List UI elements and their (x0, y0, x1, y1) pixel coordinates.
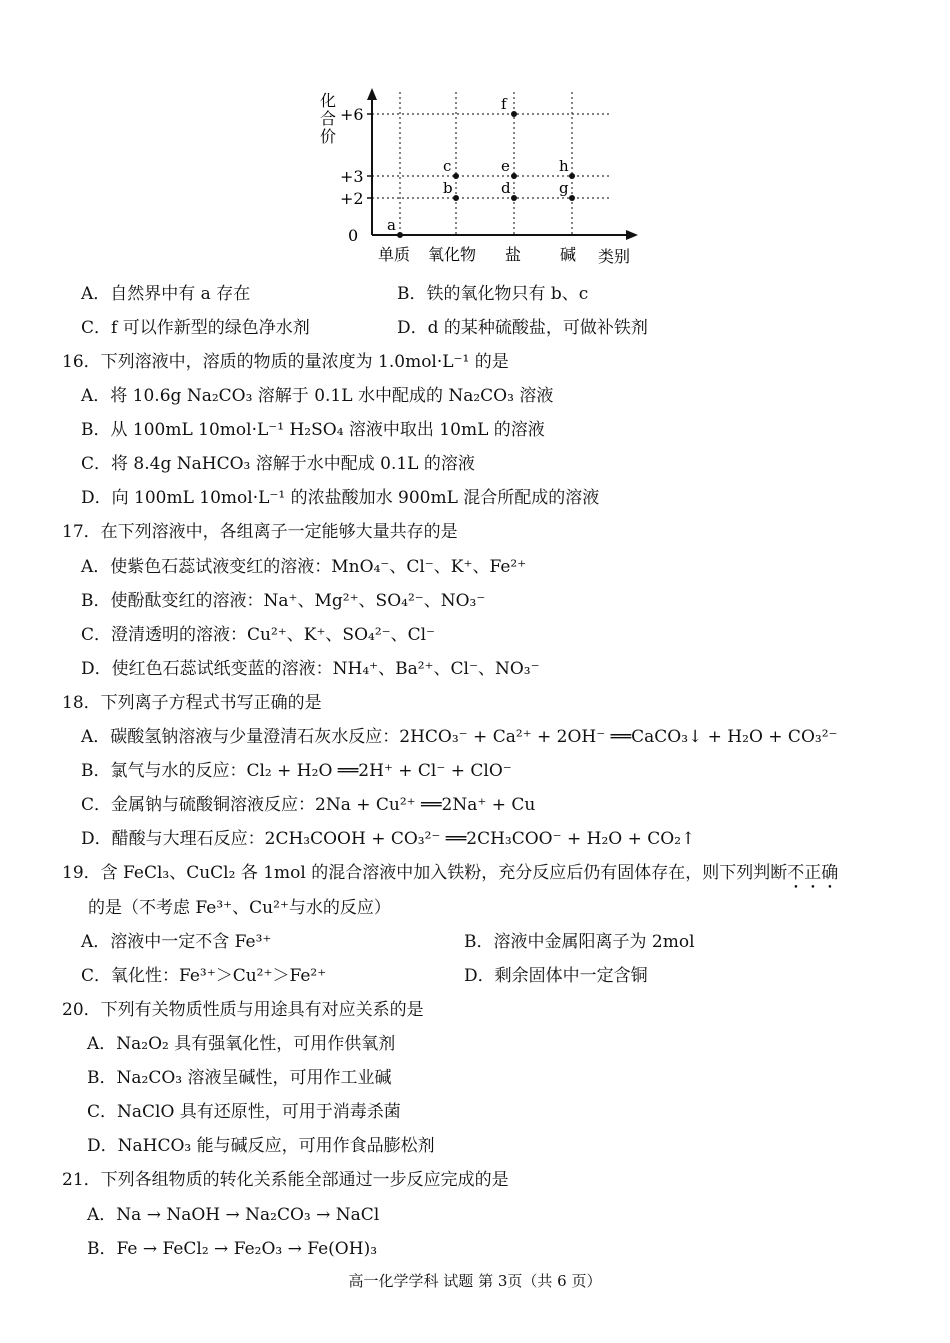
y-tick-label: 0 (348, 226, 359, 245)
q18-option-a: A．碳酸氢钠溶液与少量澄清石灰水反应：2HCO₃⁻ + Ca²⁺ + 2OH⁻ ══CaCO₃↓ + H₂O + CO₃²⁻ (81, 727, 838, 747)
q19-option-d: D．剩余固体中一定含铜 (464, 966, 648, 986)
q16-stem: 16．下列溶液中，溶质的物质的量浓度为 1.0mol·L⁻¹ 的是 (62, 352, 509, 372)
point-label-h: h (559, 157, 569, 175)
q19-stem-text: 19．含 FeCl₃、CuCl₂ 各 1mol 的混合溶液中加入铁粉，充分反应后仍有固体存在，则下列判断 (62, 863, 788, 883)
y-axis-label-1: 化 (320, 91, 337, 110)
x-axis-label: 类别 (598, 247, 631, 266)
y-axis-label-3: 价 (320, 127, 337, 146)
q20-option-a: A．Na₂O₂ 具有强氧化性，可用作供氧剂 (87, 1034, 396, 1054)
y-tick-label: +2 (340, 189, 364, 208)
q16-option-c: C．将 8.4g NaHCO₃ 溶解于水中配成 0.1L 的溶液 (81, 454, 475, 474)
q19-option-b: B．溶液中金属阳离子为 2mol (464, 932, 695, 952)
point-label-g: g (559, 179, 569, 197)
q21-option-b: B．Fe → FeCl₂ → Fe₂O₃ → Fe(OH)₃ (87, 1239, 378, 1259)
point-a (397, 232, 403, 238)
y-tick-label: +6 (340, 105, 364, 124)
point-d (511, 195, 517, 201)
x-tick-label: 单质 (378, 245, 411, 264)
q18-stem: 18．下列离子方程式书写正确的是 (62, 693, 322, 713)
q20-stem: 20．下列有关物质性质与用途具有对应关系的是 (62, 1000, 424, 1020)
q18-option-c: C．金属钠与硫酸铜溶液反应：2Na + Cu²⁺ ══2Na⁺ + Cu (81, 795, 536, 815)
q21-stem: 21．下列各组物质的转化关系能全部通过一步反应完成的是 (62, 1170, 509, 1190)
q17-option-d: D．使红色石蕊试纸变蓝的溶液：NH₄⁺、Ba²⁺、Cl⁻、NO₃⁻ (81, 659, 540, 679)
point-label-b: b (443, 179, 453, 197)
q15-option-c: C．f 可以作新型的绿色净水剂 (81, 318, 310, 338)
q21-option-a: A．Na → NaOH → Na₂CO₃ → NaCl (87, 1205, 380, 1225)
point-c (453, 173, 459, 179)
q18-option-d: D．醋酸与大理石反应：2CH₃COOH + CO₃²⁻ ══2CH₃COO⁻ + H₂O + CO₂↑ (81, 829, 696, 849)
point-h (569, 173, 575, 179)
q20-option-b: B．Na₂CO₃ 溶液呈碱性，可用作工业碱 (87, 1068, 392, 1088)
q18-option-b: B．氯气与水的反应：Cl₂ + H₂O ══2H⁺ + Cl⁻ + ClO⁻ (81, 761, 512, 781)
q19-stem-line1 (62, 862, 838, 893)
q16-option-b: B．从 100mL 10mol·L⁻¹ H₂SO₄ 溶液中取出 10mL 的溶液 (81, 420, 545, 440)
x-tick-label: 氧化物 (428, 245, 477, 264)
point-label-c: c (443, 157, 452, 175)
q17-stem: 17．在下列溶液中，各组离子一定能够大量共存的是 (62, 522, 458, 542)
point-label-e: e (501, 157, 510, 175)
chart-grid (372, 92, 610, 235)
y-axis-arrow (367, 88, 377, 100)
point-f (511, 111, 517, 117)
point-label-a: a (387, 216, 396, 234)
q17-option-b: B．使酚酞变红的溶液：Na⁺、Mg²⁺、SO₄²⁻、NO₃⁻ (81, 591, 486, 611)
point-e (511, 173, 517, 179)
q19-option-a: A．溶液中一定不含 Fe³⁺ (81, 932, 272, 952)
q16-option-a: A．将 10.6g Na₂CO₃ 溶解于 0.1L 水中配成的 Na₂CO₃ 溶液 (81, 386, 554, 406)
q15-option-d: D．d 的某种硫酸盐，可做补铁剂 (397, 318, 648, 338)
page-footer: 高一化学学科 试题 第 3页（共 6 页） (348, 1272, 602, 1290)
q19-stem-line2: 的是（不考虑 Fe³⁺、Cu²⁺与水的反应） (88, 898, 391, 918)
q15-option-b: B．铁的氧化物只有 b、c (397, 284, 589, 304)
point-b (453, 195, 459, 201)
point-label-f: f (501, 95, 507, 113)
x-tick-label: 盐 (505, 245, 522, 264)
y-axis-label-2: 合 (320, 109, 337, 128)
q17-option-c: C．澄清透明的溶液：Cu²⁺、K⁺、SO₄²⁻、Cl⁻ (81, 625, 436, 645)
x-axis-arrow (626, 230, 638, 240)
q20-option-d: D．NaHCO₃ 能与碱反应，可用作食品膨松剂 (87, 1136, 435, 1156)
point-label-d: d (501, 179, 511, 197)
x-tick-label: 碱 (560, 245, 577, 264)
q16-option-d: D．向 100mL 10mol·L⁻¹ 的浓盐酸加水 900mL 混合所配成的溶液 (81, 488, 600, 508)
y-tick-label: +3 (340, 167, 364, 186)
q19-emphasis: 不正确 (787, 863, 839, 883)
q15-option-a: A．自然界中有 a 存在 (81, 284, 251, 304)
q19-option-c: C．氧化性：Fe³⁺＞Cu²⁺＞Fe²⁺ (81, 966, 327, 986)
point-g (569, 195, 575, 201)
valence-category-chart (310, 84, 650, 269)
q20-option-c: C．NaClO 具有还原性，可用于消毒杀菌 (87, 1102, 401, 1122)
q17-option-a: A．使紫色石蕊试液变红的溶液：MnO₄⁻、Cl⁻、K⁺、Fe²⁺ (81, 557, 527, 577)
